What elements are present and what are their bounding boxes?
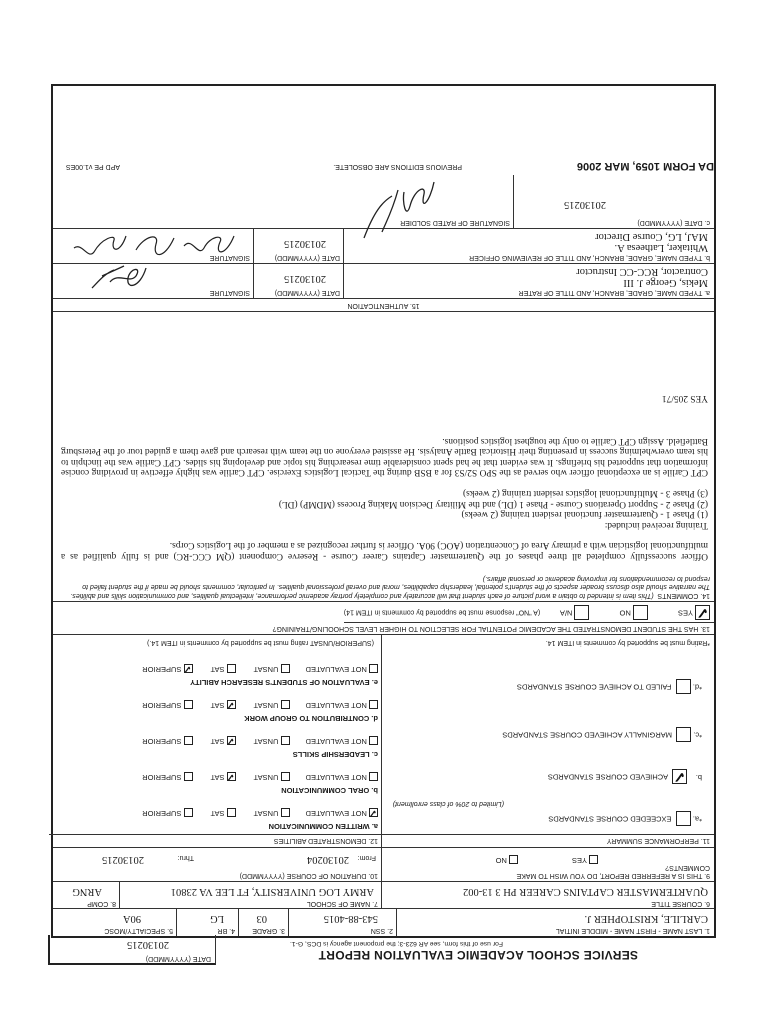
perf-a-note: (Limited to 20% of class enrollment) bbox=[392, 800, 504, 807]
reviewer-date-label: DATE (YYYYMMDD) bbox=[274, 254, 340, 261]
rule bbox=[53, 847, 714, 848]
rule bbox=[53, 601, 714, 602]
no-text: NO bbox=[495, 856, 507, 865]
ability-e-title: e. EVALUATION OF STUDENT'S RESEARCH ABILITY bbox=[190, 678, 378, 687]
course-label: 6. COURSE TITLE bbox=[651, 900, 710, 907]
from-value: 20130204 bbox=[307, 854, 349, 865]
divider bbox=[343, 229, 344, 264]
course-value: QUARTERMASTER CAPTAINS CAREER PH 3 13-002 bbox=[462, 886, 708, 897]
rating-label: SUPERIOR bbox=[142, 773, 182, 782]
c-date-value: 20130215 bbox=[564, 199, 606, 210]
apd-version: APD PE v1.00ES bbox=[65, 163, 120, 170]
divider bbox=[238, 909, 239, 936]
rating-label: SAT bbox=[210, 809, 225, 818]
item13-options bbox=[310, 604, 710, 620]
perf-b-checkbox[interactable]: ✓ bbox=[673, 768, 686, 785]
divider bbox=[381, 848, 382, 882]
comments-header bbox=[61, 574, 710, 600]
rater-date: 20130215 bbox=[284, 273, 326, 284]
rule bbox=[53, 634, 714, 635]
rater-label: a. TYPED NAME, GRADE, BRANCH, AND TITLE OF RATER bbox=[518, 289, 710, 296]
yes-checkbox[interactable] bbox=[589, 855, 598, 864]
form-title: SERVICE SCHOOL ACADEMIC EVALUATION REPORT bbox=[318, 948, 638, 962]
ability-a-unsat-box[interactable] bbox=[281, 808, 290, 817]
rating-label: SUPERIOR bbox=[142, 701, 182, 710]
item13-yes-box[interactable]: ✓ bbox=[696, 604, 709, 621]
ability-a bbox=[53, 808, 378, 831]
perf-d-prefix: *d. bbox=[692, 682, 702, 692]
ability-d-unsat-box[interactable] bbox=[281, 700, 290, 709]
ability-d bbox=[53, 700, 378, 723]
perf-d-text: FAILED TO ACHIEVE COURSE STANDARDS bbox=[516, 682, 672, 692]
rater-signature bbox=[79, 261, 154, 296]
ability-e-unsat-box[interactable] bbox=[281, 664, 290, 673]
no-checkbox[interactable] bbox=[509, 855, 518, 864]
duration-label: 10. DURATION OF COURSE (YYYYMMDD) bbox=[239, 872, 378, 879]
ability-e-not-evaluated-box[interactable] bbox=[369, 664, 378, 673]
form-number: DA FORM 1059, MAR 2006 bbox=[576, 160, 714, 172]
rule bbox=[49, 834, 714, 835]
rating-label: SAT bbox=[210, 773, 225, 782]
item13-label: 13. HAS THE STUDENT DEMONSTRATED THE ACADEMIC POTENTIAL FOR SELECTION TO HIGHER LEVEL SCHOOLING/TRAINING? bbox=[272, 625, 710, 632]
obsolete-note: PREVIOUS EDITIONS ARE OBSOLETE. bbox=[333, 163, 462, 170]
referred-no[interactable] bbox=[496, 855, 518, 865]
ability-a-title: a. WRITTEN COMMUNICATION bbox=[268, 822, 378, 831]
perf-d-checkbox[interactable] bbox=[676, 679, 691, 694]
perf-b-prefix: b. bbox=[695, 772, 702, 782]
rating-label: SUPERIOR bbox=[142, 737, 182, 746]
ability-b bbox=[53, 772, 378, 795]
soldier-signature bbox=[354, 172, 444, 242]
ability-e-ratings bbox=[53, 664, 378, 674]
thru-value: 20130215 bbox=[102, 854, 144, 865]
ability-e bbox=[53, 664, 378, 687]
perf-option-a[interactable] bbox=[548, 811, 702, 826]
rating-label: NOT EVALUATED bbox=[305, 809, 367, 818]
spec-label: 5. SPECIALTY/MOSC bbox=[104, 927, 173, 934]
use-note: For use of this form, see AR 623-3; the proponent agency is DCS, G-1. bbox=[289, 940, 503, 947]
ability-b-sat-box[interactable]: ✓ bbox=[226, 771, 235, 783]
rule bbox=[53, 881, 714, 882]
comments-narrative bbox=[61, 392, 708, 561]
ability-c-sat-box[interactable]: ✓ bbox=[226, 735, 235, 747]
ssn-label: 2. SSN bbox=[370, 927, 393, 934]
ability-d-ratings bbox=[53, 700, 378, 710]
rule bbox=[53, 298, 714, 299]
perf-option-d[interactable] bbox=[517, 679, 702, 694]
thru-label: Thru: bbox=[177, 854, 194, 861]
training-item-3: (3) Phase 3 - Multifunctional logistics resident training (2 weeks) bbox=[463, 488, 708, 499]
ability-e-sat-box[interactable] bbox=[227, 664, 236, 673]
ability-c-ratings bbox=[53, 736, 378, 746]
divider bbox=[253, 264, 254, 299]
ability-a-not-evaluated-box[interactable]: ✓ bbox=[368, 807, 377, 819]
item13-no-box[interactable] bbox=[633, 605, 648, 620]
ability-c-title: c. LEADERSHIP SKILLS bbox=[292, 750, 378, 759]
br-value: LG bbox=[210, 913, 224, 924]
c-signature-label: SIGNATURE OF RATED SOLDIER bbox=[400, 219, 510, 226]
divider bbox=[343, 264, 344, 299]
item13-no-text: NO bbox=[619, 608, 631, 618]
ability-e-superior-box[interactable]: ✓ bbox=[183, 663, 192, 675]
grade-label: 3. GRADE bbox=[252, 927, 285, 934]
authentication-label: 15. AUTHENTICATION bbox=[347, 302, 420, 309]
yes-text: YES bbox=[572, 856, 588, 865]
reviewer-date: 20130215 bbox=[284, 238, 326, 249]
rule bbox=[344, 622, 714, 623]
ssn-value: 543-88-4015 bbox=[323, 913, 378, 924]
perf-c-checkbox[interactable] bbox=[676, 727, 691, 742]
reviewer-name: Whitaker, Latheesa A. bbox=[614, 242, 708, 253]
ability-d-superior-box[interactable] bbox=[184, 700, 193, 709]
perf-a-checkbox[interactable] bbox=[676, 811, 691, 826]
c-date-label: c. DATE (YYYYMMDD) bbox=[637, 219, 710, 226]
comp-value: ARNG bbox=[72, 886, 102, 897]
from-label: From: bbox=[357, 854, 376, 861]
grade-value: 03 bbox=[256, 913, 267, 924]
rule bbox=[53, 311, 714, 312]
ability-c bbox=[53, 736, 378, 759]
rater-signature-label: SIGNATURE bbox=[209, 289, 250, 296]
br-label: 4. BR bbox=[217, 927, 235, 934]
divider bbox=[288, 909, 289, 936]
rating-label: UNSAT bbox=[253, 773, 279, 782]
ability-a-ratings bbox=[53, 808, 378, 818]
ability-a-sat-box[interactable] bbox=[227, 808, 236, 817]
perf-b-text: ACHIEVED COURSE STANDARDS bbox=[547, 772, 669, 782]
rating-label: UNSAT bbox=[253, 701, 279, 710]
perf-a-prefix: *a. bbox=[692, 814, 702, 824]
ability-b-ratings bbox=[53, 772, 378, 782]
ability-d-not-evaluated-box[interactable] bbox=[369, 700, 378, 709]
divider bbox=[513, 175, 514, 229]
perf-footnote: *Rating must be supported by comments in ITEM 14. bbox=[545, 639, 710, 646]
rule bbox=[53, 908, 714, 909]
comments-instructions: (This item is intended to obtain a word picture of each student that will accurately and completely portray academic performance, intellectual qualities, and communication skills and abilities. The narrative should also discuss broader aspects of the student's potential, leadership capabilities, moral and overall professional qualities. In particular, comments should be made if the student failed to respond to recommendations for improving academic or personal affairs.) bbox=[70, 575, 710, 599]
ability-c-not-evaluated-box[interactable] bbox=[369, 736, 378, 745]
rating-label: SUPERIOR bbox=[142, 809, 182, 818]
item13-note: (A "NO" response must be supported by comments in ITEM 14) bbox=[343, 608, 541, 616]
reviewer-signature-label: SIGNATURE bbox=[209, 254, 250, 261]
ability-d-title: d. CONTRIBUTION TO GROUP WORK bbox=[244, 714, 378, 723]
name-value: CARLILE, KRISTOPHER J. bbox=[584, 913, 708, 924]
rating-label: SAT bbox=[210, 737, 225, 746]
rating-label: NOT EVALUATED bbox=[305, 737, 367, 746]
divider bbox=[381, 882, 382, 909]
narrative-p1: Officer successfully completed all three phases of the Quartermaster Captains Career Course - Reserve Component (QM CCC-RC) and is fully qualified as a multifunctional logistician with a primary Area of Concentration (AOC) 90A. Officer is further recognized as a member of the Logistics Corps. bbox=[61, 540, 708, 561]
rater-title: Contractor, RCC-CC Instructor bbox=[576, 266, 708, 277]
rating-label: UNSAT bbox=[253, 737, 279, 746]
perf-option-c[interactable] bbox=[502, 727, 702, 742]
training-item-2: (2) Phase 2 - Support Operations Course - Phase 1 (DL) and the Military Decision Making Process (MDMP) (DL) bbox=[278, 498, 708, 509]
referred-label-2: COMMENTS? bbox=[665, 864, 710, 871]
reviewer-label: b. TYPED NAME, GRADE, BRANCH, AND TITLE OF REVIEWING OFFICER bbox=[469, 254, 710, 261]
rating-label: UNSAT bbox=[253, 665, 279, 674]
ability-c-superior-box[interactable] bbox=[184, 736, 193, 745]
abilities-footnote: (SUPERIOR/UNSAT rating must be supported by comments in ITEM 14.) bbox=[147, 639, 374, 646]
comp-label: 8. COMP bbox=[87, 900, 116, 907]
rating-label: NOT EVALUATED bbox=[305, 665, 367, 674]
divider bbox=[381, 635, 382, 848]
header-date-value: 20130215 bbox=[127, 939, 169, 950]
referred-label-1: 9. THIS IS A REFERRED REPORT, DO YOU WISH TO MAKE bbox=[516, 872, 710, 879]
divider bbox=[396, 909, 397, 936]
training-item-1: (1) Phase 1 - Quartermaster functional resident training (2 weeks) bbox=[461, 509, 708, 520]
comments-label: 14. COMMENTS bbox=[657, 592, 710, 599]
performance-label: 11. PERFORMANCE SUMMARY bbox=[606, 837, 710, 844]
item13-yes-text: YES bbox=[678, 608, 694, 618]
perf-c-prefix: *c. bbox=[693, 730, 702, 740]
reviewer-title: MAJ, LG, Course Director bbox=[595, 231, 708, 242]
rating-label: UNSAT bbox=[253, 809, 279, 818]
rater-name: Mekis, George J. III bbox=[623, 277, 708, 288]
perf-option-b[interactable] bbox=[548, 769, 702, 784]
spec-value: 90A bbox=[122, 913, 141, 924]
school-label: 7. NAME OF SCHOOL bbox=[306, 900, 378, 907]
referred-yes[interactable] bbox=[572, 855, 598, 865]
header-date-label: DATE (YYYYMMDD) bbox=[145, 955, 211, 962]
narrative-p3: CPT Carlile is an exceptional officer who served as the SPO S2/S3 for a BSB during the Tactical Logistics Exercise. CPT Carlile was highly effective in providing concise information that supported his briefings. It was evident that he had spent considerable time researching his topic and developing his slides. CPT Carlile was the linchpin to his team overwhelming success in presenting their Historical Battle Analysis. He assisted everyone on the team with research and gave them a guided tour of the Petersburg Battlefield. Assign CPT Carlile to only the toughest logistics positions. bbox=[61, 435, 708, 478]
item13-na-box[interactable] bbox=[575, 605, 590, 620]
ability-b-unsat-box[interactable] bbox=[281, 772, 290, 781]
narrative-p4: YES 205/71 bbox=[661, 393, 708, 404]
ability-b-title: b. ORAL COMMUNICATION bbox=[281, 786, 378, 795]
abilities-label: 12. DEMONSTRATED ABILITIES bbox=[273, 837, 378, 844]
ability-c-unsat-box[interactable] bbox=[281, 736, 290, 745]
perf-c-text: MARGINALLY ACHIEVED COURSE STANDARDS bbox=[502, 730, 672, 740]
ability-d-sat-box[interactable]: ✓ bbox=[226, 699, 235, 711]
narrative-p2: Training received included: bbox=[604, 519, 708, 530]
rating-label: NOT EVALUATED bbox=[305, 701, 367, 710]
divider bbox=[176, 909, 177, 936]
perf-a-text: EXCEEDED COURSE STANDARDS bbox=[548, 814, 672, 824]
reviewer-signature bbox=[64, 226, 244, 266]
rating-label: NOT EVALUATED bbox=[305, 773, 367, 782]
ability-a-superior-box[interactable] bbox=[184, 808, 193, 817]
name-label: 1. LAST NAME - FIRST NAME - MIDDLE INITIAL bbox=[555, 927, 710, 934]
rating-label: SUPERIOR bbox=[142, 665, 182, 674]
rating-label: SAT bbox=[210, 665, 225, 674]
divider bbox=[253, 229, 254, 264]
rater-date-label: DATE (YYYYMMDD) bbox=[274, 289, 340, 296]
ability-b-superior-box[interactable] bbox=[184, 772, 193, 781]
school-value: ARMY LOG UNIVERSITY, FT LEE VA 23801 bbox=[170, 886, 374, 897]
ability-b-not-evaluated-box[interactable] bbox=[369, 772, 378, 781]
divider bbox=[119, 882, 120, 909]
rating-label: SAT bbox=[210, 701, 225, 710]
item13-na-text: N/A bbox=[560, 608, 573, 618]
